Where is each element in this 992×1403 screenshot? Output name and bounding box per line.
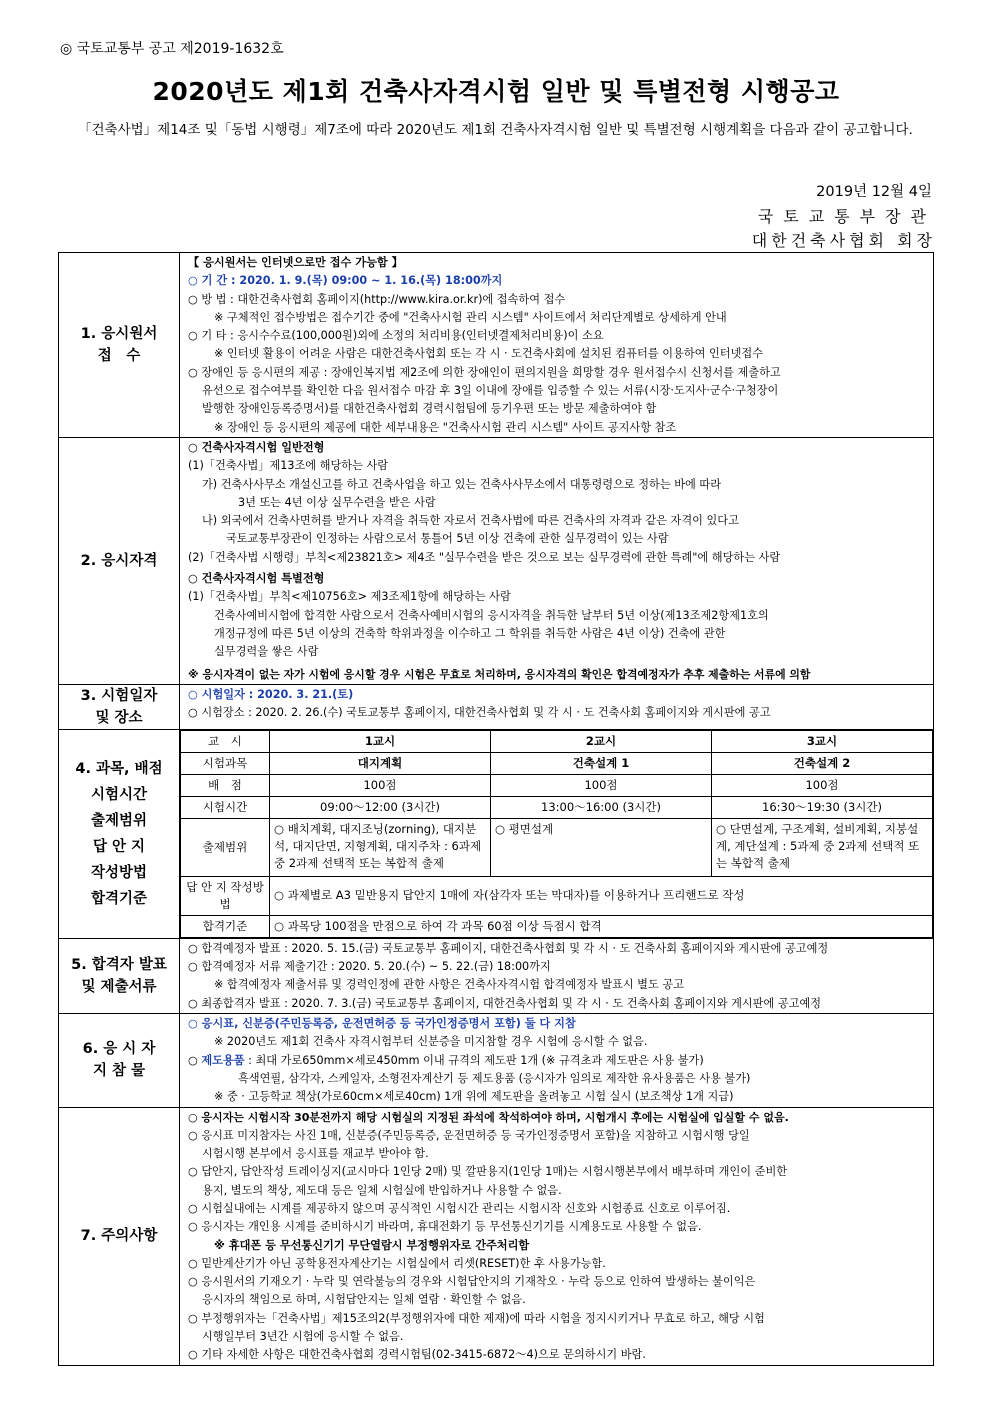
- subjects-table: [180, 730, 933, 938]
- section-label: 4. 과목, 배점 시험시간 출제범위 답 안 지 작성방법 합격기준: [59, 729, 180, 938]
- section-items: 6. 응 시 자 지 참 물 ○ 응시표, 신분증(주민등록증, 운전면허증 등 국가인정증명서 포함) 둘 다 지참 ※ 2020년도 제1회 건축사 자격시험부터 신분증을 미지참할 경우 시험에 응시할 수 없음. ○ 제도용품 : 최대 가로650mm×세로450mm 이내 규격의 제도판 1개 (※ 규격초과 제도판은 사용 불가) 흑색연필, 삼각자, 스케일자, 소형전자계산기 등 제도용품 (응시자가 임의로 제작한 유사용품은 사용 불가) ※ 중 · 고등학교 책상(가로60cm×세로40cm) 1개 위에 제도판을 올려놓고 시험 실시 (보조책상 1개 지급): [59, 1014, 934, 1107]
- signer-minister: 국토교통부장관: [757, 207, 936, 226]
- section-subjects: [59, 729, 934, 938]
- section-eligibility: 2. 응시자격 ○ 건축사자격시험 일반전형 (1)「건축사법」제13조에 해당하는 사람 가) 건축사사무소 개설신고를 하고 건축사업을 하고 있는 건축사사무소에서 대통령령으로 정하는 바에 따라 3년 또는 4년 이상 실무수련을 받은 사람 나) 외국에서 건축사면허를 받거나 자격을 취득한 자로서 건축사법에 따른 건축사의 자격과 같은 자격이 있다고 국토교통부장관이 인정하는 사람으로서 통틀어 5년 이상 건축에 관한 실무경력이 있는 사람 (2)「건축사법 시행령」부칙<제23821호> 제4조 "실무수련을 받은 것으로 보는 실무경력에 관한 특례"에 해당하는 사람 ○ 건축사자격시험 특별전형 (1)「건축사법」부칙<제10756호> 제3조제1항에 해당하는 사람 건축사예비시험에 합격한 사람으로서 건축사예비시험의 응시자격을 취득한 날부터 5년 이상(제13조제2항제1호의 개정규정에 따른 5년 이상의 건축학 학위과정을 이수하고 그 학위를 취득한 사람은 4년 이상) 건축에 관한 실무경력을 쌓은 사람 ※ 응시자격이 없는 자가 시험에 응시할 경우 시험은 무효로 처리하며, 응시자격의 확인은 합격예정자가 추후 제출하는 서류에 의함: [59, 437, 934, 684]
- table-row: 교 시 1교시 2교시 3교시: [181, 730, 933, 752]
- online-only-note: 【 응시원서는 인터넷으로만 접수 가능함 】: [188, 256, 403, 269]
- intro-paragraph: 「건축사법」제14조 및「동법 시행령」제7조에 따라 2020년도 제1회 건축사자격시험 일반 및 특별전형 시행계획을 다음과 같이 공고합니다.: [78, 122, 913, 138]
- section-exam-date: 3. 시험일자 및 장소 ○ 시험일자 : 2020. 3. 21.(토) ○ 시험장소 : 2020. 2. 26.(수) 국토교통부 홈페이지, 대한건축사협회 및 각 시 · 도 건축사회 홈페이지와 게시판에 공고: [59, 684, 934, 729]
- section-label: 3. 시험일자 및 장소: [59, 684, 180, 729]
- table-row: 답 안 지 작성방법 ○ 과제별로 A3 밑반용지 답안지 1매에 자(삼각자 또는 막대자)를 이용하거나 프리핸드로 작성: [181, 876, 933, 915]
- section-results: 5. 합격자 발표 및 제출서류 ○ 합격예정자 발표 : 2020. 5. 15.(금) 국토교통부 홈페이지, 대한건축사협회 및 각 시 · 도 건축사회 홈페이지와 게시판에 공고예정 ○ 합격예정자 서류 제출기간 : 2020. 5. 20.(수) ~ 5. 22.(금) 18:00까지 ※ 합격예정자 제출서류 및 경력인정에 관한 사항은 건축사자격시험 합격예정자 발표시 별도 공고 ○ 최종합격자 발표 : 2020. 7. 3.(금) 국토교통부 홈페이지, 대한건축사협회 및 각 시 · 도 건축사회 홈페이지와 게시판에 공고예정: [59, 938, 934, 1013]
- table-row: 배 점 100점 100점 100점: [181, 774, 933, 796]
- id-requirement: ○ 응시표, 신분증(주민등록증, 운전면허증 등 국가인정증명서 포함) 둘 다 지참: [188, 1017, 576, 1031]
- section-application: 1. 응시원서 접 수 【 응시원서는 인터넷으로만 접수 가능함 】 ○ 기 간 : 2020. 1. 9.(목) 09:00 ~ 1. 16.(목) 18:00까지 ○ 방 법 : 대한건축사협회 홈페이지(http://www.kira.or.kr)에 접속하여 접수 ※ 구체적인 접수방법은 접수기간 중에 "건축사시험 관리 시스템" 사이트에서 처리단계별로 상세하게 안내 ○ 기 타 : 응시수수료(100,000원)외에 소정의 처리비용(인터넷결제처리비용)이 소요 ※ 인터넷 활용이 어려운 사람은 대한건축사협회 또는 각 시 · 도건축사회에 설치된 컴퓨터를 이용하여 인터넷접수 ○ 장애인 등 응시편의 제공 : 장애인복지법 제2조에 의한 장애인이 편의지원을 희망할 경우 원서접수시 신청서를 제출하고 유선으로 접수여부를 확인한 다음 원서접수 마감 후 3일 이내에 장애를 입증할 수 있는 서류(시장·도지사·군수·구청장이 발행한 장애인등록증명서)를 대한건축사협회 경력시험팀에 등기우편 또는 방문 제출하여야 함 ※ 장애인 등 응시편의 제공에 대한 세부내용은 "건축사시험 관리 시스템" 사이트 공지사항 참조: [59, 253, 934, 438]
- application-period: ○ 기 간 : 2020. 1. 9.(목) 09:00 ~ 1. 16.(목) 18:00까지: [188, 274, 503, 288]
- table-row: 시험시간 09:00～12:00 (3시간) 13:00～16:00 (3시간) 16:30～19:30 (3시간): [181, 796, 933, 818]
- notice-date: 2019년 12월 4일: [816, 184, 932, 200]
- section-label: 2. 응시자격: [59, 437, 180, 684]
- section-label: 5. 합격자 발표 및 제출서류: [59, 938, 180, 1013]
- notice-number: ◎ 국토교통부 공고 제2019-1632호: [60, 41, 284, 57]
- section-label: 6. 응 시 자 지 참 물: [59, 1014, 180, 1107]
- exam-date: ○ 시험일자 : 2020. 3. 21.(토): [188, 687, 354, 701]
- table-row: 합격기준 ○ 과목당 100점을 만점으로 하여 각 과목 60점 이상 득점시 합격: [181, 915, 933, 937]
- page-title: 2020년도 제1회 건축사자격시험 일반 및 특별전형 시행공고: [152, 77, 840, 106]
- section-precautions: 7. 주의사항 ○ 응시자는 시험시작 30분전까지 해당 시험실의 지정된 좌석에 착석하여야 하며, 시험개시 후에는 시험실에 입실할 수 없음. ○ 응시표 미지참자는 사진 1매, 신분증(주민등록증, 운전면허증 등 국가인정증명서 포함)을 지참하고 시험시행 당일 시험시행 본부에서 응시표를 재교부 받아야 함. ○ 답안지, 답안작성 트레이싱지(교시마다 1인당 2매) 및 깔판용지(1인당 1매)는 시험시행본부에서 배부하며 개인이 준비한 용지, 별도의 책상, 제도대 등은 일체 시험실에 반입하거나 사용할 수 없음. ○ 시험실내에는 시계를 제공하지 않으며 공식적인 시험시간 관리는 시험시작 신호와 시험종료 신호로 이루어짐. ○ 응시자는 개인용 시계를 준비하시기 바라며, 휴대전화기 등 무선통신기기를 시계용도로 사용할 수 없음. ※ 휴대폰 등 무선통신기기 무단열람시 부정행위자로 간주처리함 ○ 밑반계산기가 아닌 공학용전자계산기는 시험실에서 리셋(RESET)한 후 사용가능함. ○ 응시원서의 기재오기 · 누락 및 연락불능의 경우와 시험답안지의 기재착오 · 누락 등으로 인하여 발생하는 불이익은 응시자의 책임으로 하며, 시험답안지는 일체 열람 · 확인할 수 없음. ○ 부정행위자는「건축사법」제15조의2(부정행위자에 대한 제재)에 따라 시험을 정지시키거나 무효로 하고, 해당 시험 시행일부터 3년간 시험에 응시할 수 없음. ○ 기타 자세한 사항은 대한건축사협회 경력시험팀(02-3415-6872～4)으로 문의하시기 바람.: [59, 1107, 934, 1365]
- section-label: 1. 응시원서 접 수: [59, 253, 180, 438]
- signer-association: 대한건축사협회 회장: [751, 231, 936, 250]
- table-row: 출제범위 ○ 배치계획, 대지조닝(zorning), 대지분석, 대지단면, 지형계획, 대지주차 : 6과제 중 2과제 선택적 또는 복합적 출제 ○ 평면설계 ○ 단면설계, 구조계획, 설비계획, 지붕설계, 계단설계 : 5과제 중 2과제 선택적 또는 복합적 출제: [181, 818, 933, 876]
- table-row: 시험과목 대지계획 건축설계 1 건축설계 2: [181, 752, 933, 774]
- section-label: 7. 주의사항: [59, 1107, 180, 1365]
- notice-table: [58, 252, 934, 1366]
